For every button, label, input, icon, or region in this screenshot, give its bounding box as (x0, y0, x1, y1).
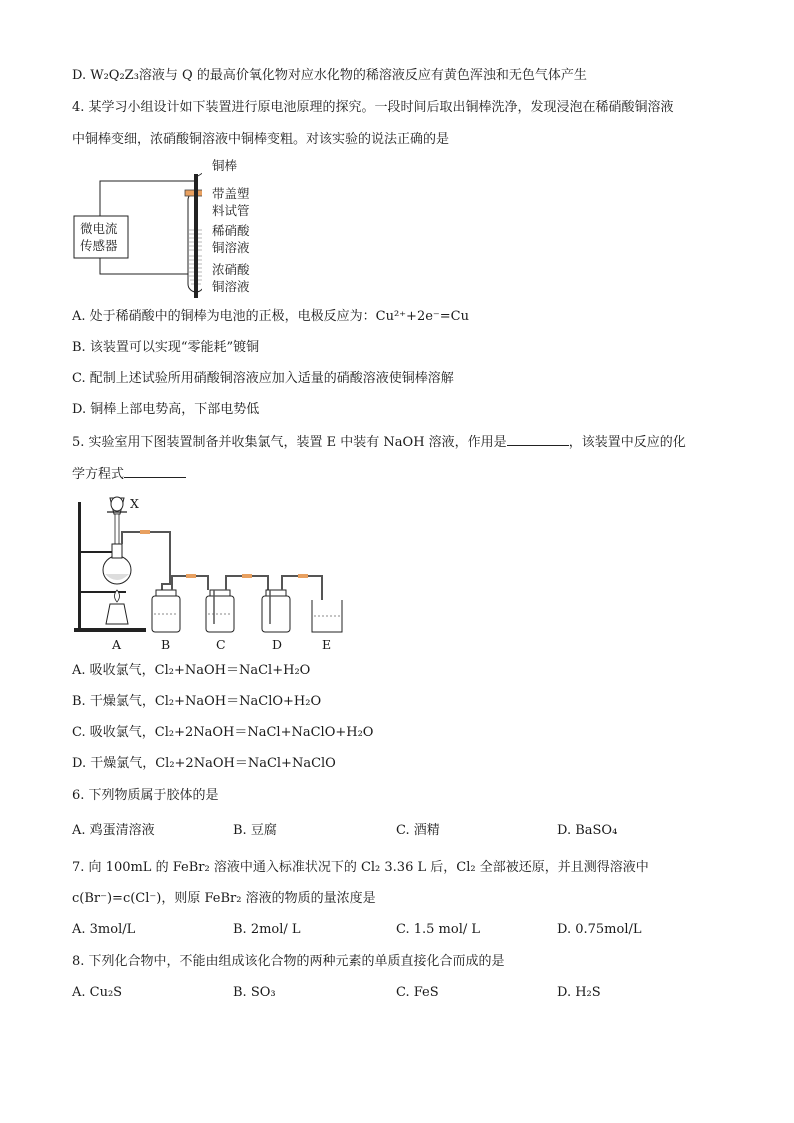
label-sensor-2: 传感器 (80, 238, 118, 253)
copper-rod (194, 174, 198, 298)
q4-option-a: A. 处于稀硝酸中的铜棒为电池的正极，电极反应为：Cu²⁺+2e⁻=Cu (72, 309, 469, 324)
chlorine-apparatus-diagram (72, 492, 372, 652)
label-e: E (322, 637, 332, 652)
q8-stem: 8. 下列化合物中，不能由组成该化合物的两种元素的单质直接化合而成的是 (72, 954, 505, 969)
q5-figure (72, 492, 372, 652)
q6-option-a: A. 鸡蛋清溶液 (72, 823, 155, 838)
label-x: X (130, 496, 139, 511)
q5-option-c: C. 吸收氯气，Cl₂+2NaOH＝NaCl+NaClO+H₂O (72, 725, 374, 740)
beaker-e (312, 600, 342, 632)
label-a: A (112, 637, 122, 652)
label-tube-1: 带盖塑 (212, 186, 250, 201)
q7-option-d: D. 0.75mol/L (557, 922, 642, 937)
alcohol-lamp (106, 604, 128, 624)
q5-stem-line-1 (72, 433, 686, 452)
label-dilute-1: 稀硝酸 (212, 223, 250, 238)
q7-stem-line-2: c(Br⁻)=c(Cl⁻)，则原 FeBr₂ 溶液的物质的量浓度是 (72, 891, 376, 906)
q8-option-c: C. FeS (396, 985, 439, 1000)
stand-base (74, 628, 146, 632)
q4-option-c: C. 配制上述试验所用硝酸铜溶液应加入适量的硝酸溶液使铜棒溶解 (72, 371, 454, 386)
q6-option-c: C. 酒精 (396, 823, 440, 838)
q6-option-b: B. 豆腐 (233, 823, 277, 838)
q5-option-d: D. 干燥氯气，Cl₂+2NaOH＝NaCl+NaClO (72, 756, 336, 771)
q6-stem: 6. 下列物质属于胶体的是 (72, 788, 219, 803)
label-tube-2: 料试管 (212, 203, 250, 218)
q5-option-a: A. 吸收氯气，Cl₂+NaOH＝NaCl+H₂O (72, 663, 311, 678)
label-sensor-1: 微电流 (80, 221, 118, 236)
bottle-b (152, 574, 208, 632)
label-copper-rod: 铜棒 (212, 158, 238, 173)
q4-stem-line-1: 4. 某学习小组设计如下装置进行原电池原理的探究。一段时间后取出铜棒洗净，发现浸泡在稀硝酸铜溶液 (72, 100, 674, 115)
q4-stem-line-2: 中铜棒变细，浓硝酸铜溶液中铜棒变粗。对该实验的说法正确的是 (72, 132, 450, 147)
q7-option-b: B. 2mol/ L (233, 922, 301, 937)
label-conc-1: 浓硝酸 (212, 262, 250, 277)
q5-option-b: B. 干燥氯气，Cl₂+NaOH＝NaClO+H₂O (72, 694, 322, 709)
answer-blank-1 (507, 433, 569, 446)
label-b: B (161, 637, 171, 652)
q5-stem-part-2: ，该装置中反应的化 (568, 435, 686, 450)
q8-option-b: B. SO₃ (233, 985, 276, 1000)
q8-option-a: A. Cu₂S (72, 985, 123, 1000)
q3-option-d: D. W₂Q₂Z₃溶液与 Q 的最高价氧化物对应水化物的稀溶液反应有黄色浑浊和无色气体产生 (72, 68, 587, 83)
label-d: D (272, 637, 283, 652)
stand-rod (78, 502, 81, 628)
tube-cap (185, 190, 202, 196)
bottle-c (206, 574, 268, 632)
label-c: C (216, 637, 226, 652)
q6-option-d: D. BaSO₄ (557, 823, 618, 838)
q7-option-a: A. 3mol/L (72, 922, 136, 937)
label-conc-2: 铜溶液 (212, 279, 250, 294)
q4-option-d: D. 铜棒上部电势高，下部电势低 (72, 402, 260, 417)
q5-stem-part-1: 5. 实验室用下图装置制备并收集氯气，装置 E 中装有 NaOH 溶液，作用是 (72, 435, 507, 450)
label-dilute-2: 铜溶液 (212, 240, 250, 255)
q7-option-c: C. 1.5 mol/ L (396, 922, 481, 937)
answer-blank-2 (124, 465, 186, 478)
q4-figure (72, 156, 292, 298)
q8-option-d: D. H₂S (557, 985, 601, 1000)
q4-option-b: B. 该装置可以实现“零能耗”镀铜 (72, 340, 260, 355)
q5-stem-part-3: 学方程式 (72, 467, 125, 482)
q7-stem-line-1: 7. 向 100mL 的 FeBr₂ 溶液中通入标准状况下的 Cl₂ 3.36 L 后，Cl₂ 全部被还原，并且测得溶液中 (72, 860, 649, 875)
q5-stem-line-2 (72, 465, 186, 484)
